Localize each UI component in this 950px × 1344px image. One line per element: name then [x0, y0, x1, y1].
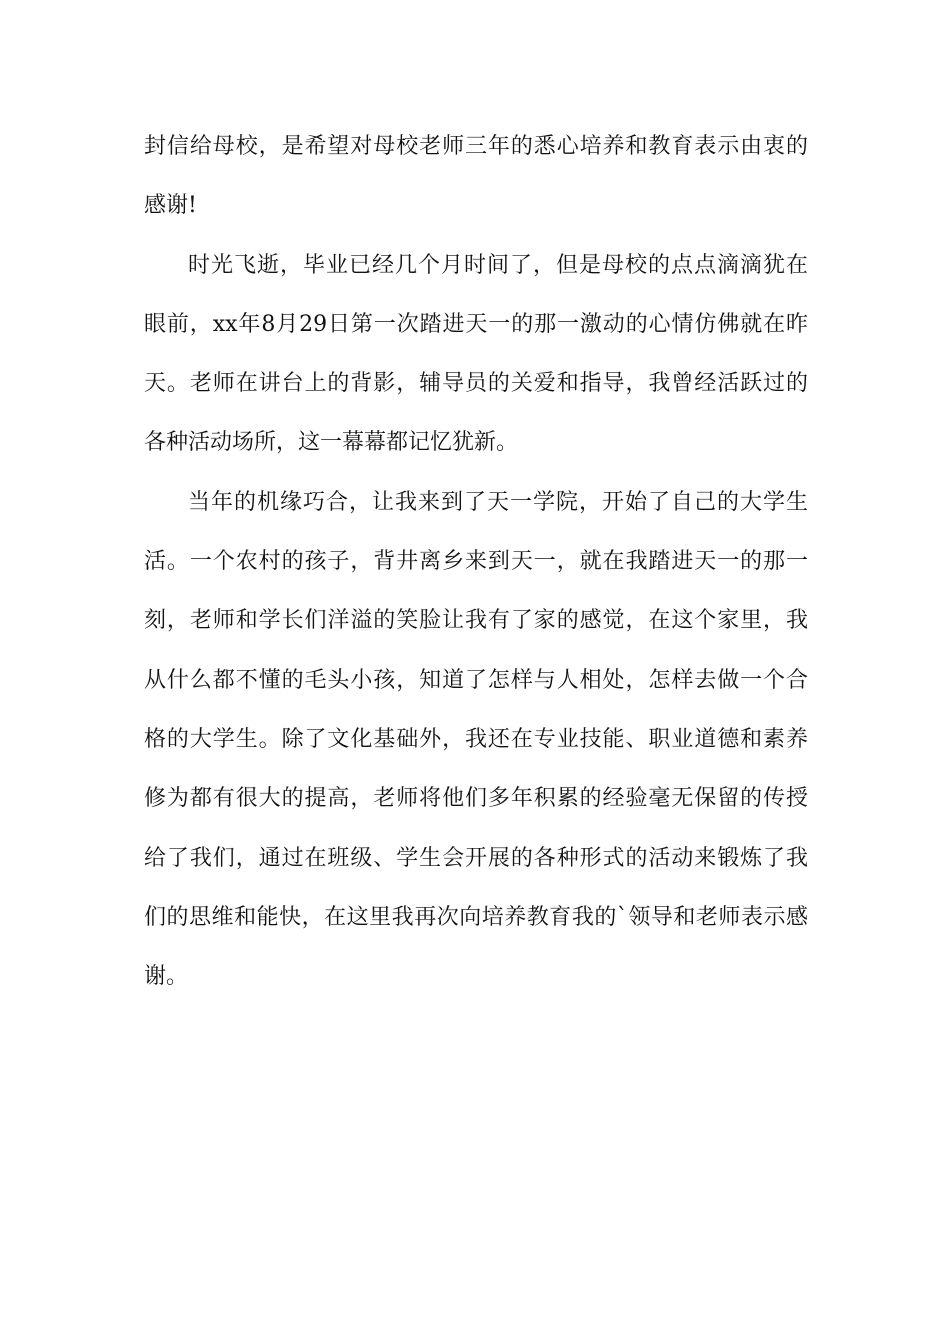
text-line: 活。一个农村的孩子，背井离乡来到天一，就在我踏进天一的那一	[144, 549, 808, 575]
document-body	[144, 126, 808, 1015]
text-line: 眼前，xx年8月29日第一次踏进天一的那一激动的心情仿佛就在昨	[144, 311, 808, 337]
text-line: 封信给母校，是希望对母校老师三年的悉心培养和教育表示由衷的	[144, 134, 808, 159]
text-line: 给了我们，通过在班级、学生会开展的各种形式的活动来锻炼了我	[144, 845, 808, 871]
text-line: 从什么都不懂的毛头小孩，知道了怎样与人相处，怎样去做一个合	[144, 667, 808, 693]
text-line: 修为都有很大的提高，老师将他们多年积累的经验毫无保留的传授	[144, 786, 808, 812]
text-line: 天。老师在讲台上的背影，辅导员的关爱和指导，我曾经活跃过的	[144, 371, 808, 397]
text-line: 感谢!	[144, 193, 197, 219]
text-line: 各种活动场所，这一幕幕都记忆犹新。	[144, 430, 519, 456]
text-line: 格的大学生。除了文化基础外，我还在专业技能、职业道德和素养	[144, 726, 808, 752]
paragraph-first-line: 当年的机缘巧合，让我来到了天一学院，开始了自己的大学生	[188, 489, 808, 515]
text-line: 们的思维和能快，在这里我再次向培养教育我的`领导和老师表示感	[144, 904, 808, 930]
text-line: 刻，老师和学长们洋溢的笑脸让我有了家的感觉，在这个家里，我	[144, 608, 808, 634]
paragraph-first-line: 时光飞逝，毕业已经几个月时间了，但是母校的点点滴滴犹在	[188, 252, 808, 278]
text-line: 谢。	[144, 964, 189, 990]
